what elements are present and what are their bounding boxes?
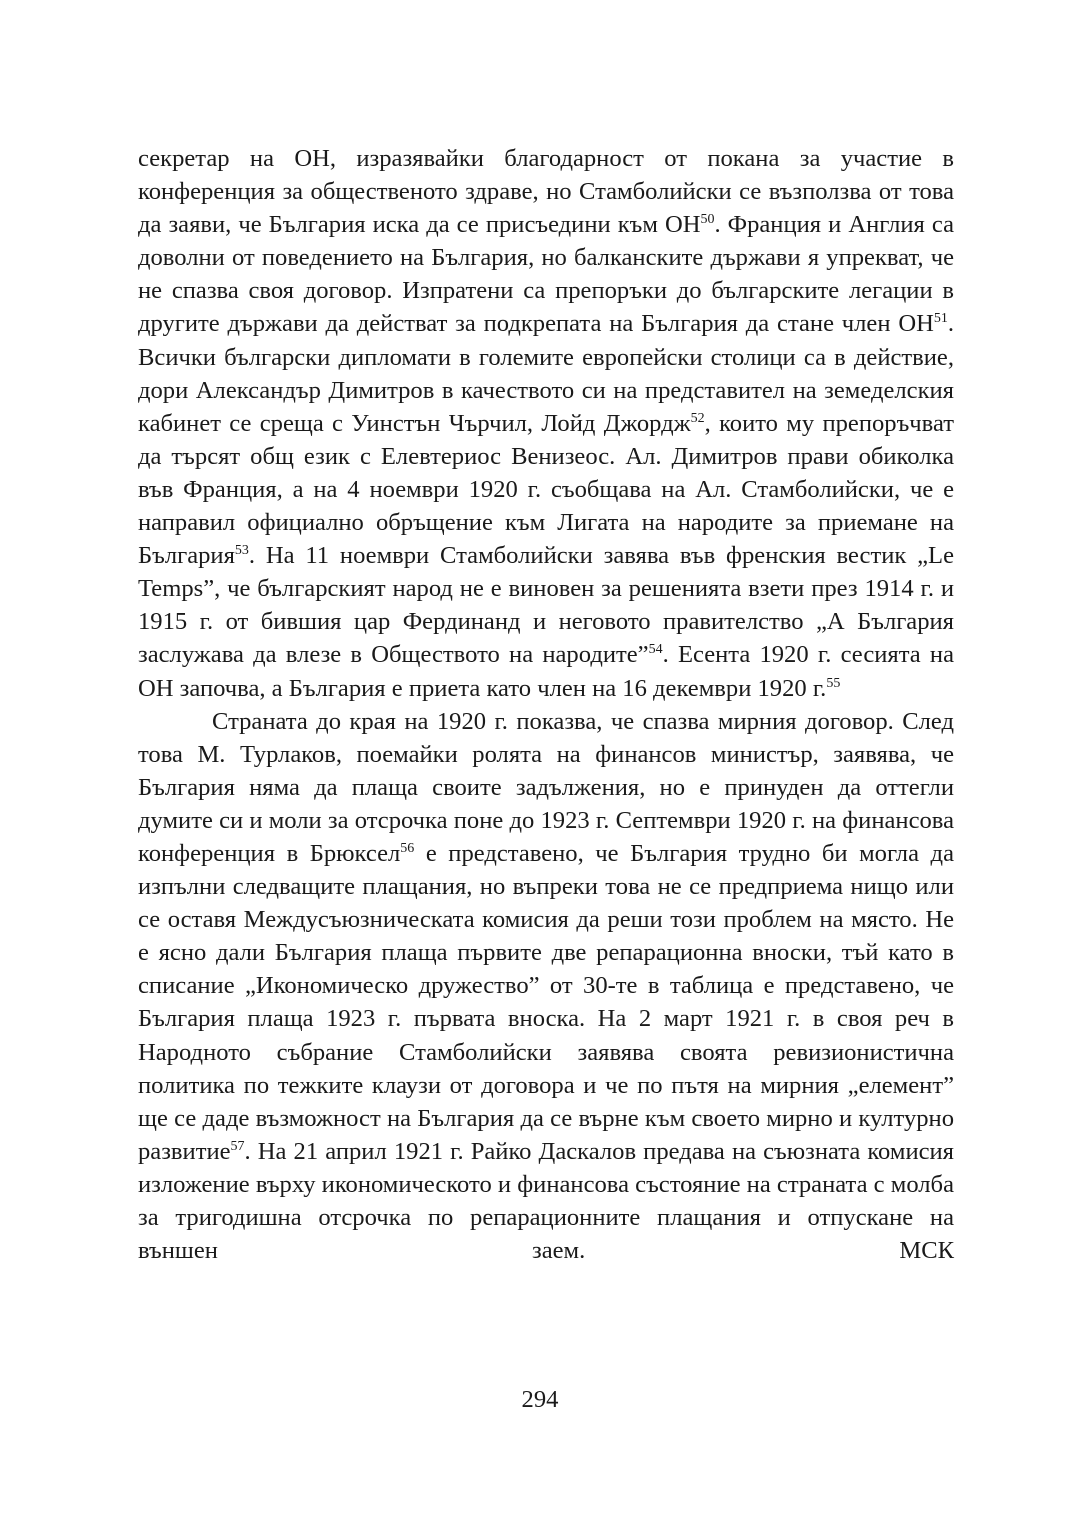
paragraph-2 [138,705,954,1268]
text-run: . На 11 ноември Стамболийски завява във френския вестик „Le Temps”, че българският народ не е виновен за решенията взети през 1914 г. и 1915 г. от бившия цар Фердинанд и неговото правителство „А България заслужава да влезе в Обществото на народите” [138,542,954,669]
paragraph-1 [138,142,954,705]
text-run: , които му препоръчват да търсят общ език с Елевтериос Венизеос. Ал. Димитров прави обиколка във Франция, а на 4 ноември 1920 г. съобщава на Ал. Стамболийски, че е направил официално обръщение към Лигата на народите за приемане на България [138,409,954,570]
footnote-marker: 51 [933,311,948,327]
text-run: секретар на ОН, изразявайки благодарност от покана за участие в конференция за общественото здраве, но Стамболийски се възползва от това да заяви, че България иска да се присъедини към ОН [138,145,954,239]
footnote-marker: 53 [234,543,249,559]
footnote-marker: 54 [648,642,663,658]
text-run: Страната до края на 1920 г. показва, че спазва мирния договор. След това М. Турлаков, поемайки ролята на финансов министър, заявява, че България няма да плаща своите задължения, но е принуден да оттегли думите си и моли за отсрочка поне до 1923 г. Септември 1920 г. на финансова конференция в Брюксел [138,707,954,867]
footnote-marker: 55 [826,675,841,691]
page-body [138,142,954,1267]
text-run: . На 21 април 1921 г. Райко Даскалов предава на съюзната комисия изложение върху икономическото и финансова състояние на страната с молба за тригодишна отсрочка по репарационните плащания и отпускане на външен заем. МСК [138,1137,954,1265]
footnote-marker: 57 [230,1138,245,1154]
text-run: . Всички български дипломати в големите европейски столици са в действие, дори Александър Димитров в качеството си на представител на земеделския кабинет се среща с Уинстън Чърчил, Лойд Джордж [138,310,954,437]
footnote-marker: 56 [400,840,415,856]
text-run: . Есента 1920 г. сесията на ОН започва, а България е приета като член на 16 декември 1920 г. [138,641,954,702]
footnote-marker: 50 [700,212,715,228]
page-number: 294 [521,1386,559,1413]
footnote-marker: 52 [690,410,705,426]
text-run: . Франция и Англия са доволни от поведението на България, но балканските държави я упрекват, че не спазва своя договор. Изпратени са препоръки до българските легации в другите държави да действат за подкрепата на България да стане член ОН [138,211,955,338]
text-run: е представено, че България трудно би могла да изпълни следващите плащания, но въпреки това не се предприема нищо или се оставя Междусъюзническата комисия да реши този проблем на място. Не е ясно дали България плаща първите две репарационна вноски, тъй като в списание „Икономическо дружество” от 30-те в таблица е представено, че България плаща 1923 г. първата вноска. На 2 март 1921 г. в своя реч в Народното събрание Стамболийски заявява своята ревизионистична политика по тежките клаузи от договора и че по пътя на мирния „елемент” ще се даде възможност на България да се върне към своето мирно и културно развитие [138,839,954,1165]
